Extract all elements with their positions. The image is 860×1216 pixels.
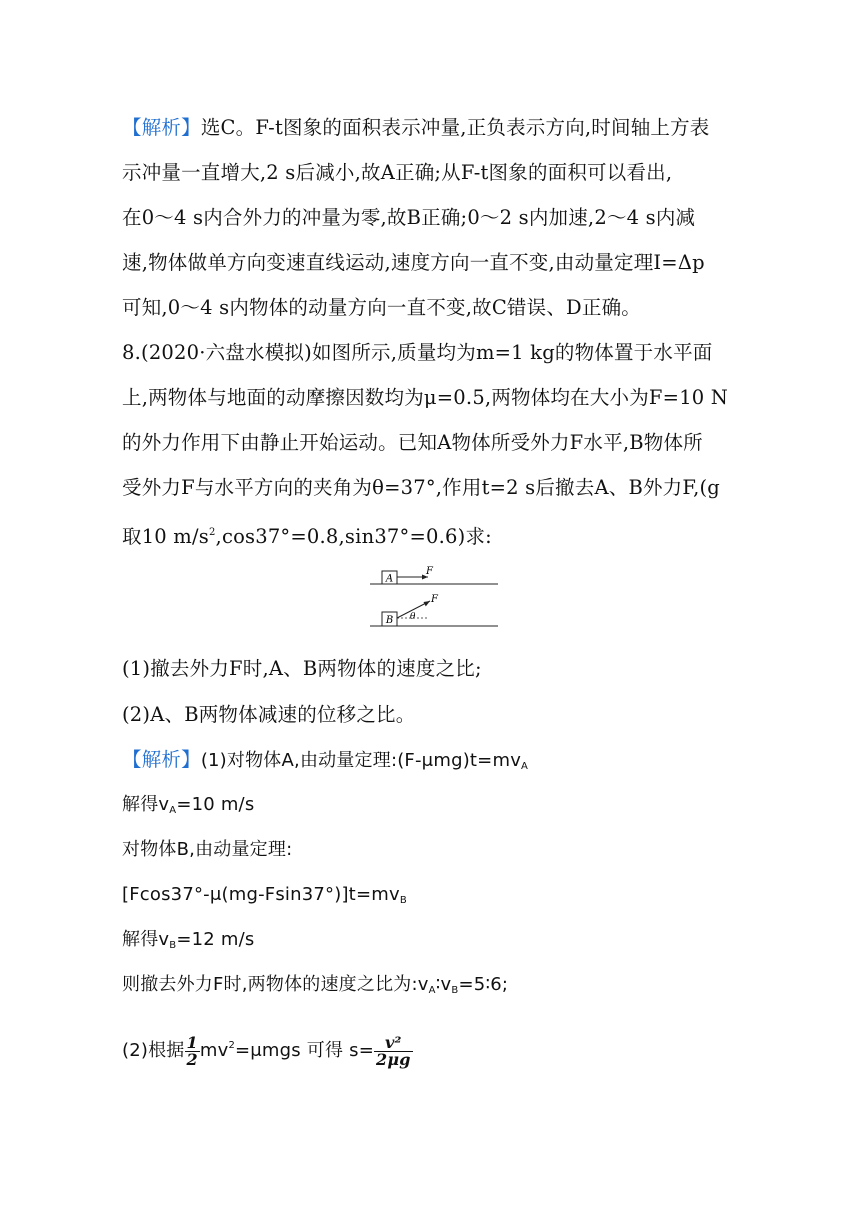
solution-5-sub: B xyxy=(169,940,177,951)
solution-line-4 xyxy=(122,881,407,915)
label-a: A xyxy=(385,573,394,585)
label-f-b: F xyxy=(431,594,438,605)
analysis-line-3: 在0～4 s内合外力的冲量为零,故B正确;0～2 s内加速,2～4 s内减 xyxy=(122,206,696,229)
fraction-v2-over-2mug xyxy=(374,1032,413,1069)
q8-l5-sup: 2 xyxy=(208,527,216,538)
subquestion-1: (1)撤去外力F时,A、B两物体的速度之比; xyxy=(122,657,482,680)
fraction-2-denominator: 2μg xyxy=(375,1049,411,1069)
analysis-line-2: 示冲量一直增大,2 s后减小,故A正确;从F-t图象的面积可以看出, xyxy=(122,161,673,184)
solution-line-3: 对物体B,由动量定理: xyxy=(122,839,293,860)
solution-line-6 xyxy=(122,971,508,1005)
solution-line-1 xyxy=(122,746,528,781)
solution-7-text-c: =μmgs 可得 s= xyxy=(235,1040,374,1061)
solution-1-text: (1)对物体A,由动量定理:(F-μmg)t=mv xyxy=(200,750,522,771)
solution-6-text-a: 则撤去外力F时,两物体的速度之比为:v xyxy=(122,974,429,995)
question-8-line-4: 受外力F与水平方向的夹角为θ=37°,作用t=2 s后撤去A、B外力F,(g xyxy=(122,476,720,499)
solution-1-sub: A xyxy=(521,761,529,772)
subquestion-2: (2)A、B两物体减速的位移之比。 xyxy=(122,703,416,726)
solution-tag: 【解析】 xyxy=(122,748,201,771)
question-8-line-2: 上,两物体与地面的动摩擦因数均为μ=0.5,两物体均在大小为F=10 N xyxy=(122,386,729,409)
solution-4-text: [Fcos37°-μ(mg-Fsin37°)]t=mv xyxy=(122,884,400,905)
analysis-line-4: 速,物体做单方向变速直线运动,速度方向一直不变,由动量定理I=Δp xyxy=(122,251,705,274)
fraction-2-numerator: v² xyxy=(374,1035,413,1052)
analysis-tag: 【解析】 xyxy=(122,116,201,139)
arrowhead-b xyxy=(424,601,431,606)
solution-line-7 xyxy=(122,1024,413,1073)
label-theta: θ xyxy=(410,612,416,622)
fraction-1-numerator: 1 xyxy=(186,1032,198,1052)
force-diagram xyxy=(370,564,500,630)
question-8-line-5 xyxy=(122,519,492,551)
solution-line-5 xyxy=(122,926,254,960)
question-8-line-1: 8.(2020·六盘水模拟)如图所示,质量均为m=1 kg的物体置于水平面 xyxy=(122,341,713,364)
solution-6-sub-b: B xyxy=(451,985,459,996)
solution-7-sup: 2 xyxy=(228,1040,235,1051)
label-b: B xyxy=(385,615,394,626)
label-f-a: F xyxy=(426,566,433,577)
solution-6-text-mid: ∶v xyxy=(435,974,452,995)
fraction-one-half xyxy=(185,1032,200,1069)
solution-4-sub: B xyxy=(399,895,407,906)
solution-6-sub-a: A xyxy=(428,985,436,996)
q8-l5-part-b: ,cos37°=0.8,sin37°=0.6)求: xyxy=(215,525,492,548)
solution-7-text-b: mv xyxy=(199,1040,229,1061)
question-8-line-3: 的外力作用下由静止开始运动。已知A物体所受外力F水平,B物体所 xyxy=(122,431,703,454)
solution-line-2 xyxy=(122,791,254,825)
solution-2-sub: A xyxy=(169,805,177,816)
analysis-line-1 xyxy=(122,114,710,142)
solution-6-text-b: =5∶6; xyxy=(458,974,509,995)
solution-7-text-a: (2)根据 xyxy=(122,1040,185,1061)
fraction-1-denominator: 2 xyxy=(186,1049,198,1069)
solution-5-text-b: =12 m/s xyxy=(176,929,255,950)
solution-5-text-a: 解得v xyxy=(122,929,170,950)
q8-l5-part-a: 取10 m/s xyxy=(122,525,209,548)
analysis-text-1: 选C。F-t图象的面积表示冲量,正负表示方向,时间轴上方表 xyxy=(200,116,710,139)
analysis-line-5: 可知,0～4 s内物体的动量方向一直不变,故C错误、D正确。 xyxy=(122,296,641,319)
solution-2-text-b: =10 m/s xyxy=(176,794,255,815)
solution-2-text-a: 解得v xyxy=(122,794,170,815)
